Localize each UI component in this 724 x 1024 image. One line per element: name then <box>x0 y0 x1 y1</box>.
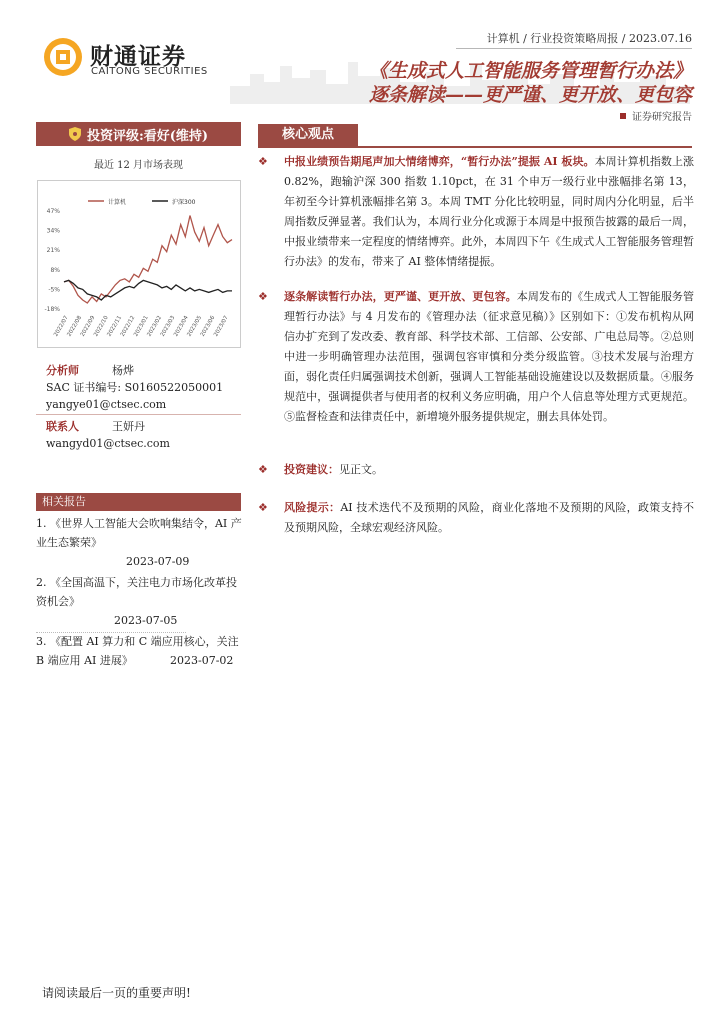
core-point-body: 本周发布的《生成式人工智能服务管理暂行办法》与 4 月发布的《管理办法（征求意见稿）》区别如下：①发布机构从网信办扩充到了发改委、教育部、科学技术部、工信部、公安部、广电总局等。②总则中进一步明确管理办法范围，强调包容审慎和分类分级监管。③技术发展与治理方面，弱化责任归属强调技术创新，强调人工智能基础设施建设以及数据质量。④服务规范中，强调提供者与使用者的权利义务应明确，用户个人信息等处理方式更规范。⑤监督检查和法律责任中，新增境外服务提供规定，删去具体处罚。 <box>284 290 694 423</box>
core-views-tab: 核心观点 <box>258 124 358 146</box>
core-point-1 <box>258 152 694 272</box>
related-report-item[interactable] <box>36 514 242 571</box>
x-tick-label: 2022/07 <box>53 315 70 338</box>
y-tick-label: 21% <box>46 247 60 255</box>
x-tick-label: 2022/09 <box>79 315 97 338</box>
analyst-block <box>46 362 223 413</box>
related-report-date: 2023-07-02 <box>170 654 234 667</box>
core-point-3 <box>258 460 694 480</box>
x-tick-label: 2023/05 <box>186 315 204 338</box>
core-point-body: 本周计算机指数上涨 0.82%，跑输沪深 300 指数 1.10pct，在 31 个申万一级行业中涨幅排名第 13，年初至今计算机涨幅排名第 3。本周 TMT 分化比较明显，同时周内分化明显，后半周指数反弹显著。我们认为，本周行业分化或源于本周是中报预告披露的最后一周，中报业绩带来一定程度的情绪博弈。此外，本周四下午《生成式人工智能服务管理暂行办法》的发布，带来了 AI 整体情绪提振。 <box>284 155 694 268</box>
x-tick-label: 2022/08 <box>66 315 84 338</box>
contact-name: 王妍丹 <box>112 420 145 433</box>
analyst-divider <box>36 414 241 415</box>
x-tick-label: 2023/06 <box>199 315 217 338</box>
footer-disclaimer: 请阅读最后一页的重要声明! <box>42 986 191 1000</box>
investment-rating-bar <box>36 122 241 146</box>
series-line <box>64 216 232 304</box>
report-type <box>620 108 692 123</box>
core-point-2 <box>258 287 694 427</box>
sac-label: SAC 证书编号: <box>46 381 122 394</box>
analyst-email[interactable]: yangye01@ctsec.com <box>46 398 167 411</box>
shield-icon <box>69 127 81 141</box>
related-reports-list <box>36 514 242 672</box>
related-report-title[interactable]: 1. 《世界人工智能大会吹响集结令，AI 产业生态繁荣》 <box>36 517 242 549</box>
performance-line-chart <box>38 181 240 347</box>
x-tick-label: 2023/01 <box>133 315 150 338</box>
report-type-label: 证券研究报告 <box>632 112 692 123</box>
analyst-name: 杨烨 <box>112 364 134 377</box>
related-reports-header: 相关报告 <box>36 493 241 511</box>
diamond-bullet-icon: ❖ <box>258 290 268 303</box>
core-point-headline: 中报业绩预告期尾声加大情绪博弈，“暂行办法”提振 AI 板块。 <box>284 155 595 168</box>
x-tick-label: 2023/07 <box>213 315 230 338</box>
market-performance-caption: 最近 12 月市场表现 <box>93 160 184 171</box>
report-meta: 计算机 / 行业投资策略周报 / 2023.07.16 <box>486 32 692 45</box>
caitong-logo-icon <box>42 36 84 78</box>
market-performance-chart <box>37 180 241 348</box>
logo-english-name: CAITONG SECURITIES <box>91 66 208 77</box>
related-report-date: 2023-07-05 <box>114 614 178 627</box>
x-tick-label: 2022/10 <box>93 315 110 338</box>
core-point-body: AI 技术迭代不及预期的风险，商业化落地不及预期的风险，政策支持不及预期风险，全球宏观经济风险。 <box>284 501 694 534</box>
y-tick-label: -5% <box>48 286 60 294</box>
sac-number: S0160522050001 <box>124 381 224 394</box>
core-point-headline: 投资建议： <box>284 463 339 476</box>
related-report-title[interactable]: 2. 《全国高温下，关注电力市场化改革投资机会》 <box>36 576 237 608</box>
contact-block <box>46 418 170 452</box>
report-title-line2: 逐条解读——更严谨、更开放、更包容 <box>368 84 692 106</box>
core-point-headline: 逐条解读暂行办法，更严谨、更开放、更包容。 <box>284 290 517 303</box>
contact-email[interactable]: wangyd01@ctsec.com <box>46 437 170 450</box>
y-tick-label: 47% <box>46 208 60 215</box>
x-tick-label: 2023/02 <box>146 315 164 338</box>
x-tick-label: 2023/04 <box>173 315 190 338</box>
diamond-bullet-icon: ❖ <box>258 463 268 476</box>
related-report-title[interactable]: 3. 《配置 AI 算力和 C 端应用核心，关注 B 端应用 AI 进展》 <box>36 635 239 667</box>
header-rule <box>456 48 692 49</box>
related-report-item[interactable] <box>36 573 242 630</box>
faded-line <box>36 632 186 638</box>
x-tick-label: 2022/12 <box>119 315 137 338</box>
core-views-rule <box>258 146 692 148</box>
y-tick-label: 8% <box>50 266 60 274</box>
core-point-4 <box>258 498 694 538</box>
legend-label: 沪深300 <box>172 199 196 206</box>
caitong-logo <box>42 36 232 82</box>
related-report-date: 2023-07-09 <box>126 555 190 568</box>
legend-label: 计算机 <box>108 199 127 206</box>
y-tick-label: -18% <box>44 306 60 313</box>
contact-label: 联系人 <box>46 420 79 433</box>
investment-rating: 投资评级:看好(维持) <box>86 128 209 144</box>
diamond-bullet-icon: ❖ <box>258 155 268 168</box>
square-bullet-icon <box>620 113 626 119</box>
x-tick-label: 2022/11 <box>106 315 124 338</box>
core-point-body: 见正文。 <box>339 463 383 476</box>
report-title-line1: 《生成式人工智能服务管理暂行办法》 <box>368 60 692 82</box>
core-point-headline: 风险提示： <box>284 501 341 514</box>
analyst-label: 分析师 <box>46 364 79 377</box>
series-line <box>64 280 232 300</box>
logo-chinese-name: 财通证券 <box>90 44 186 70</box>
x-tick-label: 2023/03 <box>159 315 177 338</box>
y-tick-label: 34% <box>46 227 60 235</box>
diamond-bullet-icon: ❖ <box>258 501 268 514</box>
